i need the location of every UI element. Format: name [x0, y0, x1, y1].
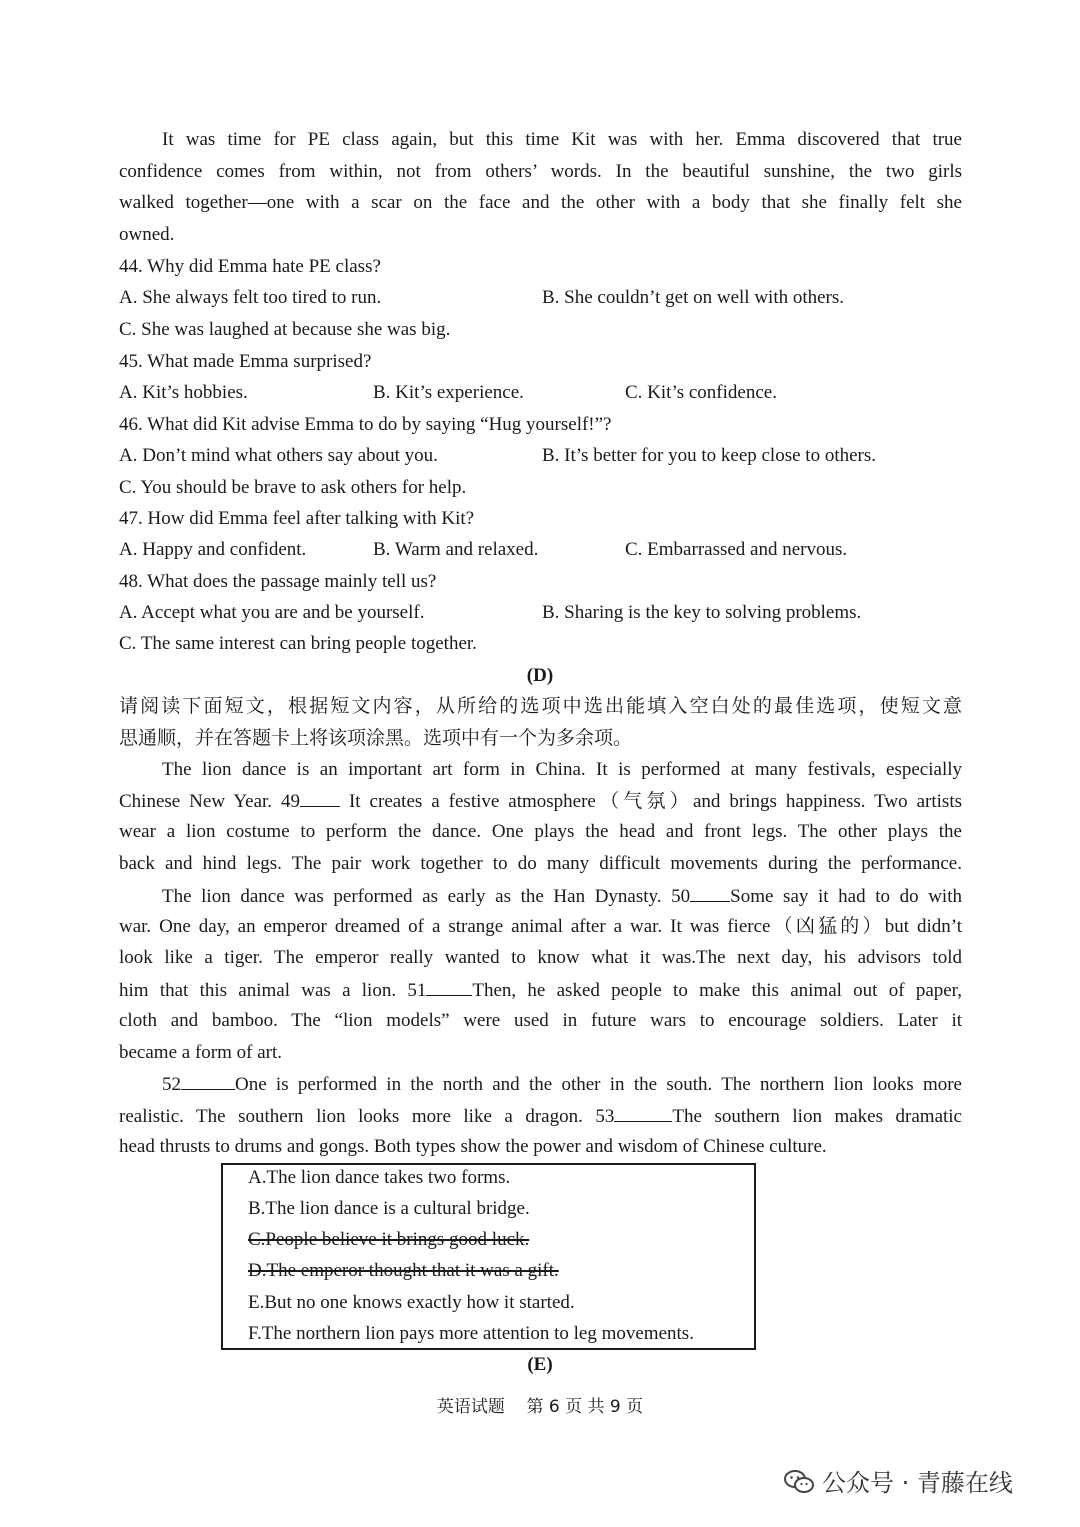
answer-option: C. The same interest can bring people together. — [119, 633, 477, 654]
answer-option: B. It’s better for you to keep close to others. — [542, 445, 877, 466]
passage-line: look like a tiger. The emperor really wanted to know what it was.The next day, his advisors told — [119, 947, 962, 968]
choice-option: D.The emperor thought that it was a gift. — [248, 1260, 559, 1281]
blank-49[interactable] — [300, 789, 340, 807]
answer-option: C. Kit’s confidence. — [625, 382, 777, 403]
answer-option: B. Warm and relaxed. — [373, 539, 539, 560]
answer-option: B. She couldn’t get on well with others. — [542, 287, 845, 308]
passage-line: became a form of art. — [119, 1042, 282, 1063]
blank-53[interactable] — [614, 1104, 672, 1122]
choice-option: E.But no one knows exactly how it started. — [248, 1292, 575, 1313]
page-footer: 英语试题 第 6 页 共 9 页 — [436, 1397, 644, 1417]
passage-line: owned. — [119, 224, 175, 245]
instructions-line: 请阅读下面短文，根据短文内容，从所给的选项中选出能填入空白处的最佳选项，使短文意 — [119, 695, 962, 717]
answer-option: A. Accept what you are and be yourself. — [119, 602, 425, 623]
blank-50[interactable] — [690, 884, 730, 902]
wechat-icon — [784, 1469, 814, 1495]
answer-option: B. Sharing is the key to solving problems. — [542, 602, 862, 623]
section-heading: (E) — [527, 1354, 553, 1375]
question-stem: 44. Why did Emma hate PE class? — [119, 256, 381, 277]
passage-line: back and hind legs. The pair work together to do many difficult movements during the performance. — [119, 853, 962, 874]
passage-line: war. One day, an emperor dreamed of a strange animal after a war. It was fierce（凶猛的）but didn’t — [119, 916, 962, 937]
options-box — [221, 1163, 756, 1350]
watermark-text: 公众号 · 青藤在线 — [822, 1469, 1013, 1497]
answer-option: C. Embarrassed and nervous. — [625, 539, 848, 560]
watermark — [784, 1463, 1013, 1498]
blank-51[interactable] — [426, 978, 472, 996]
passage-line: The lion dance was performed as early as the Han Dynasty. 50 Some say it had to do with — [162, 886, 962, 907]
instructions-line: 思通顺，并在答题卡上将该项涂黑。选项中有一个为多余项。 — [119, 727, 633, 749]
passage-line: him that this animal was a lion. 51 Then, he asked people to make this animal out of paper, — [119, 980, 963, 1001]
passage-line: head thrusts to drums and gongs. Both types show the power and wisdom of Chinese culture. — [119, 1136, 827, 1157]
passage-line: realistic. The southern lion looks more like a dragon. 53 The southern lion makes dramatic — [119, 1106, 962, 1127]
section-heading: (D) — [526, 665, 554, 686]
answer-option: B. Kit’s experience. — [373, 382, 524, 403]
answer-option: C. She was laughed at because she was big. — [119, 319, 451, 340]
answer-option: A. Happy and confident. — [119, 539, 307, 560]
question-stem: 48. What does the passage mainly tell us? — [119, 571, 437, 592]
passage-line: confidence comes from within, not from others’ words. In the beautiful sunshine, the two girls — [119, 161, 962, 182]
question-stem: 46. What did Kit advise Emma to do by saying “Hug yourself!”? — [119, 414, 612, 435]
question-stem: 45. What made Emma surprised? — [119, 351, 372, 372]
answer-option: A. She always felt too tired to run. — [119, 287, 382, 308]
passage-line: Chinese New Year. 49 It creates a festive atmosphere（气氛）and brings happiness. Two artists — [119, 791, 962, 812]
question-stem: 47. How did Emma feel after talking with Kit? — [119, 508, 475, 529]
passage-line: 52 One is performed in the north and the other in the south. The northern lion looks more — [162, 1074, 962, 1095]
answer-option: A. Kit’s hobbies. — [119, 382, 248, 403]
choice-option: F.The northern lion pays more attention to leg movements. — [248, 1323, 694, 1344]
choice-option: A.The lion dance takes two forms. — [248, 1167, 511, 1188]
answer-option: C. You should be brave to ask others for help. — [119, 477, 467, 498]
passage-line: wear a lion costume to perform the dance. One plays the head and front legs. The other plays the — [119, 821, 962, 842]
choice-option: B.The lion dance is a cultural bridge. — [248, 1198, 530, 1219]
passage-line: cloth and bamboo. The “lion models” were used in future wars to encourage soldiers. Later it — [119, 1010, 962, 1031]
choice-option: C.People believe it brings good luck. — [248, 1229, 530, 1250]
answer-option: A. Don’t mind what others say about you. — [119, 445, 438, 466]
passage-line: It was time for PE class again, but this time Kit was with her. Emma discovered that true — [162, 129, 962, 150]
passage-line: The lion dance is an important art form in China. It is performed at many festivals, especially — [162, 759, 962, 780]
blank-52[interactable] — [181, 1072, 235, 1090]
passage-line: walked together—one with a scar on the face and the other with a body that she finally felt she — [119, 192, 962, 213]
